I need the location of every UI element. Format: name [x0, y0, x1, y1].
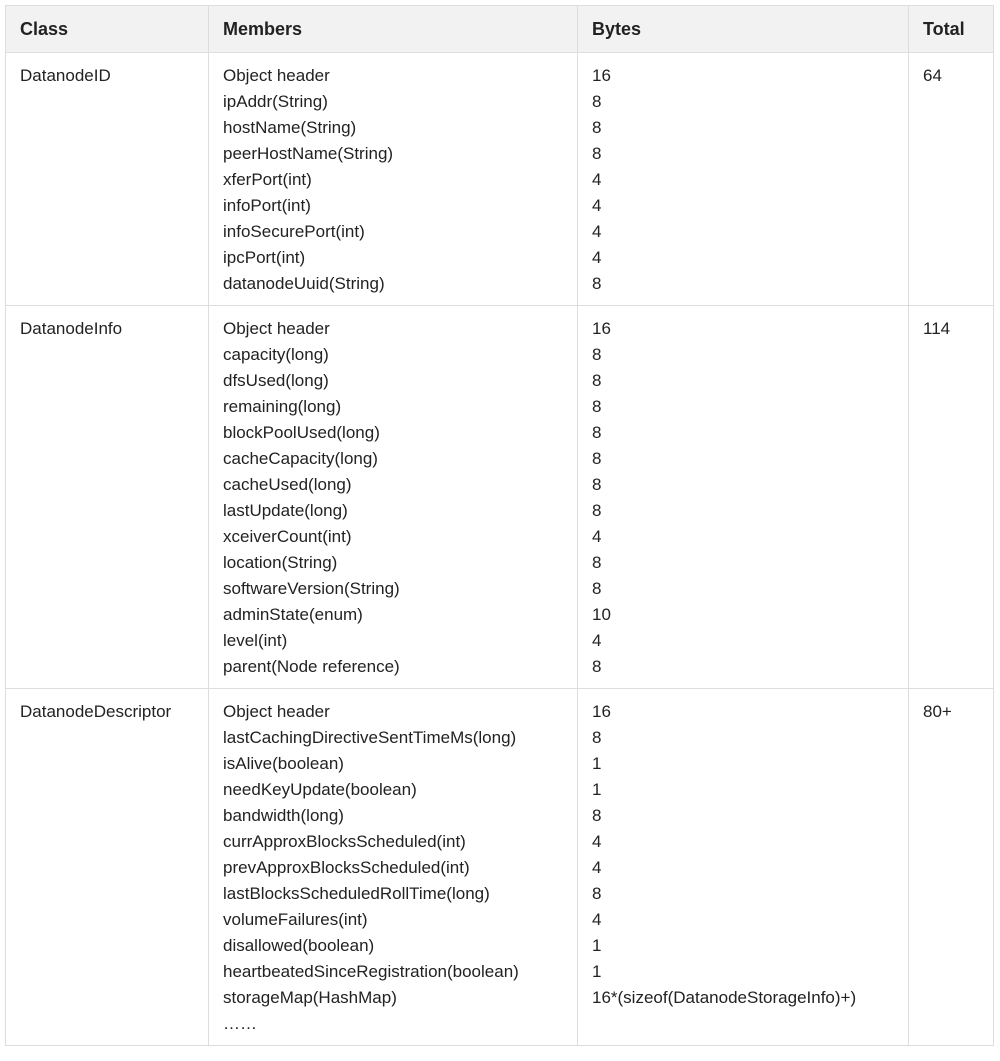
table-row: [6, 53, 994, 306]
byte-value: 16: [592, 319, 611, 338]
member-item: disallowed(boolean): [223, 936, 375, 955]
members-cell: [209, 306, 578, 689]
table-row: [6, 689, 994, 1046]
byte-value: 4: [592, 910, 602, 929]
byte-value: 4: [592, 170, 602, 189]
byte-value: 8: [592, 92, 602, 111]
byte-value: 8: [592, 501, 602, 520]
member-item: lastBlocksScheduledRollTime(long): [223, 884, 490, 903]
bytes-cell: [578, 306, 909, 689]
bytes-cell: [578, 689, 909, 1046]
member-item: storageMap(HashMap): [223, 988, 397, 1007]
member-item: Object header: [223, 319, 330, 338]
member-item: datanodeUuid(String): [223, 274, 385, 293]
member-item: infoSecurePort(int): [223, 222, 365, 241]
member-item: Object header: [223, 702, 330, 721]
member-item: volumeFailures(int): [223, 910, 368, 929]
total-cell: [909, 53, 994, 306]
member-item: adminState(enum): [223, 605, 363, 624]
member-item: infoPort(int): [223, 196, 311, 215]
byte-value: 1: [592, 754, 602, 773]
byte-value: 16: [592, 702, 611, 721]
member-item: cacheCapacity(long): [223, 449, 378, 468]
member-item: bandwidth(long): [223, 806, 344, 825]
byte-value: 10: [592, 605, 611, 624]
member-item: peerHostName(String): [223, 144, 394, 163]
class-name: DatanodeID: [20, 66, 111, 85]
total-value: 80+: [923, 702, 952, 721]
member-item: softwareVersion(String): [223, 579, 400, 598]
byte-value: 4: [592, 631, 602, 650]
byte-value: 8: [592, 449, 602, 468]
members-cell: [209, 53, 578, 306]
class-cell: [6, 689, 209, 1046]
byte-value: 8: [592, 553, 602, 572]
byte-value: 1: [592, 780, 602, 799]
member-item: cacheUsed(long): [223, 475, 352, 494]
byte-value: 8: [592, 144, 602, 163]
byte-value: 4: [592, 222, 602, 241]
column-header-class: Class: [6, 6, 209, 53]
byte-value: 8: [592, 657, 602, 676]
byte-value: 8: [592, 579, 602, 598]
byte-value: 8: [592, 806, 602, 825]
class-name: DatanodeInfo: [20, 319, 123, 338]
total-value: 114: [923, 319, 951, 338]
column-header-bytes: Bytes: [578, 6, 909, 53]
member-item: remaining(long): [223, 397, 342, 416]
memory-table: [5, 5, 994, 1046]
byte-value: 8: [592, 371, 602, 390]
total-cell: [909, 689, 994, 1046]
byte-value: 8: [592, 423, 602, 442]
member-item: ipcPort(int): [223, 248, 306, 267]
member-item: location(String): [223, 553, 338, 572]
byte-value: 16*(sizeof(DatanodeStorageInfo)+): [592, 988, 857, 1007]
member-ellipsis: ……: [223, 1014, 257, 1033]
byte-value: 8: [592, 475, 602, 494]
member-item: blockPoolUsed(long): [223, 423, 380, 442]
member-item: lastCachingDirectiveSentTimeMs(long): [223, 728, 517, 747]
class-cell: [6, 53, 209, 306]
member-item: hostName(String): [223, 118, 357, 137]
byte-value: 4: [592, 832, 602, 851]
member-item: dfsUsed(long): [223, 371, 329, 390]
column-header-total: Total: [909, 6, 994, 53]
member-item: level(int): [223, 631, 288, 650]
member-item: xceiverCount(int): [223, 527, 352, 546]
member-item: Object header: [223, 66, 330, 85]
members-cell: [209, 689, 578, 1046]
member-item: currApproxBlocksScheduled(int): [223, 832, 466, 851]
byte-value: 4: [592, 248, 602, 267]
byte-value: 1: [592, 936, 602, 955]
member-item: lastUpdate(long): [223, 501, 348, 520]
byte-value: 8: [592, 884, 602, 903]
class-name: DatanodeDescriptor: [20, 702, 172, 721]
byte-value: 8: [592, 345, 602, 364]
column-header-members: Members: [209, 6, 578, 53]
table-header-row: [6, 6, 994, 53]
byte-value: 4: [592, 527, 602, 546]
bytes-cell: [578, 53, 909, 306]
member-item: ipAddr(String): [223, 92, 328, 111]
member-item: heartbeatedSinceRegistration(boolean): [223, 962, 519, 981]
byte-value: 8: [592, 274, 602, 293]
byte-value: 16: [592, 66, 611, 85]
class-cell: [6, 306, 209, 689]
byte-value: 8: [592, 397, 602, 416]
member-item: needKeyUpdate(boolean): [223, 780, 417, 799]
byte-value: 4: [592, 858, 602, 877]
table-row: [6, 306, 994, 689]
member-item: isAlive(boolean): [223, 754, 344, 773]
total-value: 64: [923, 66, 942, 85]
member-item: xferPort(int): [223, 170, 312, 189]
byte-value: 8: [592, 728, 602, 747]
member-item: parent(Node reference): [223, 657, 400, 676]
total-cell: [909, 306, 994, 689]
byte-value: 4: [592, 196, 602, 215]
member-item: prevApproxBlocksScheduled(int): [223, 858, 470, 877]
byte-value: 1: [592, 962, 602, 981]
byte-value: 8: [592, 118, 602, 137]
member-item: capacity(long): [223, 345, 329, 364]
